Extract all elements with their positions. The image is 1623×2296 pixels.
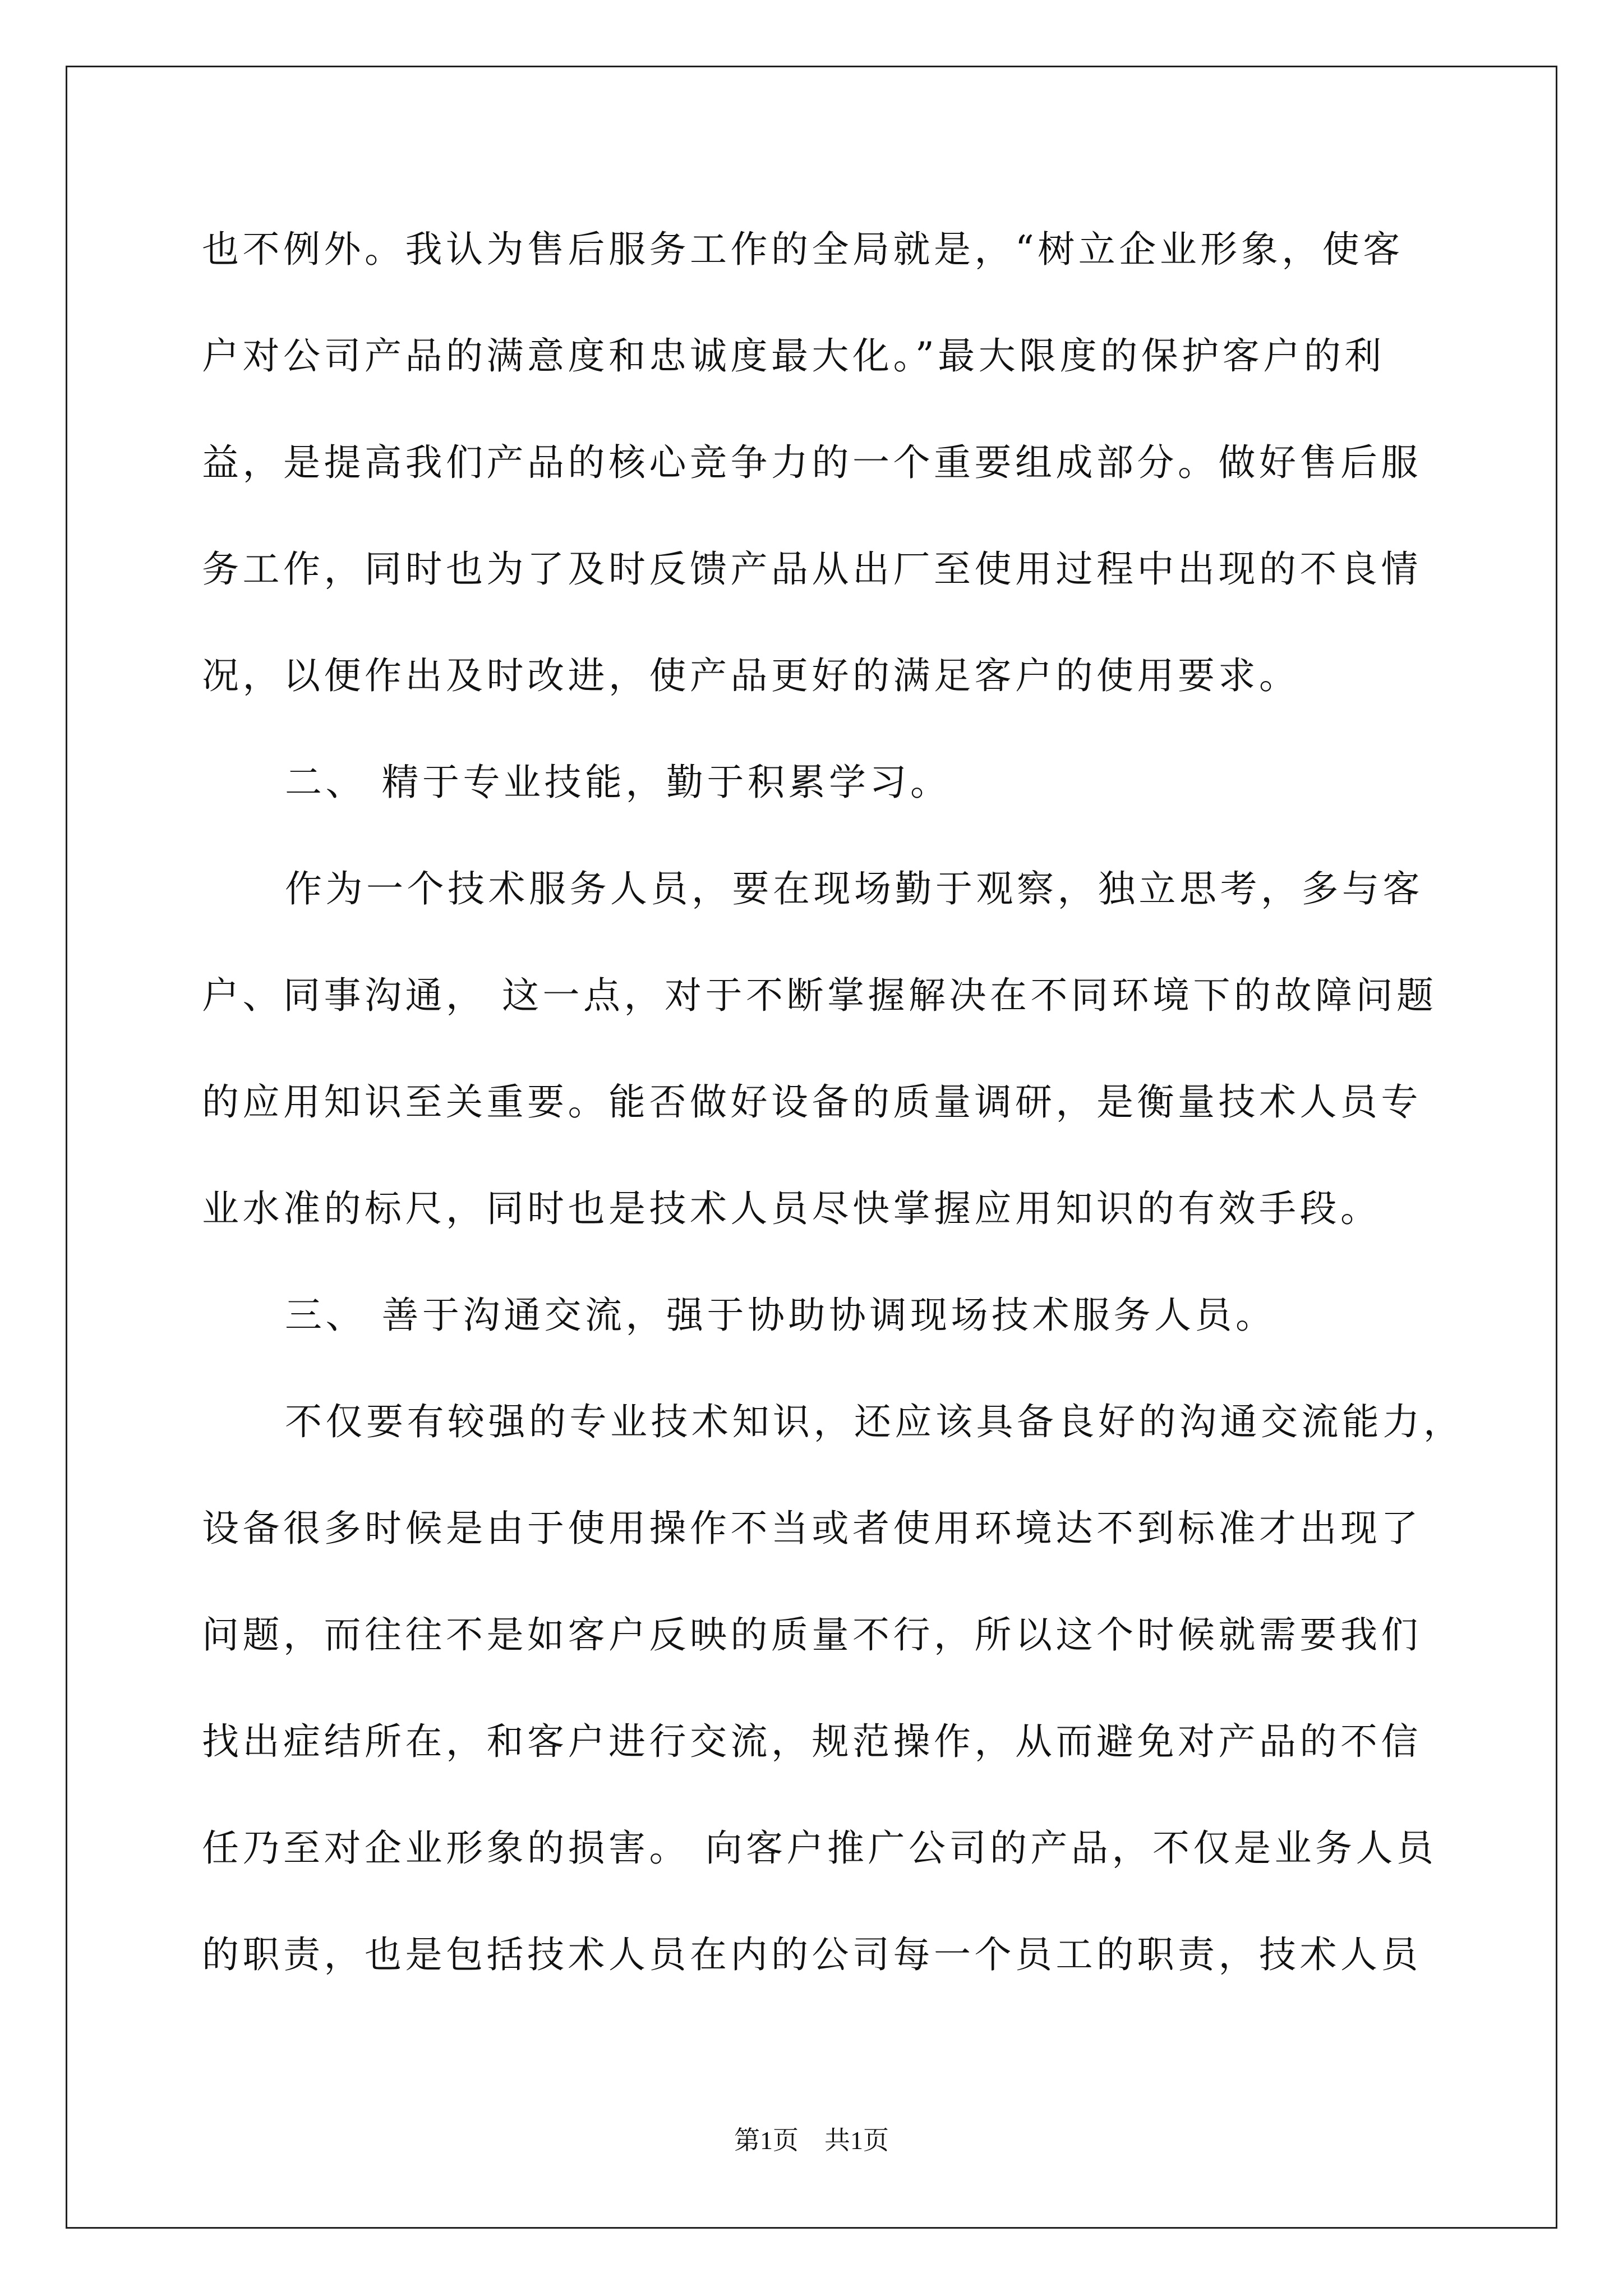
text-line: 任乃至对企业形象的损害。 向客户推广公司的产品，不仅是业务人员 bbox=[202, 1826, 1437, 1870]
page-number-footer: 第1页 共1页 bbox=[734, 2126, 889, 2155]
section-heading: 二、 精于专业技能，勤于积累学习。 bbox=[285, 761, 951, 804]
text-line: 户对公司产品的满意度和忠诚度最大化。”最大限度的保护客户的利 bbox=[202, 334, 1385, 378]
text-line: 益，是提高我们产品的核心竞争力的一个重要组成部分。做好售后服 bbox=[202, 441, 1422, 484]
text-line: 问题，而往往不是如客户反映的质量不行，所以这个时候就需要我们 bbox=[202, 1613, 1422, 1657]
text-line: 的应用知识至关重要。能否做好设备的质量调研，是衡量技术人员专 bbox=[202, 1080, 1422, 1124]
section-heading: 三、 善于沟通交流，强于协助协调现场技术服务人员。 bbox=[285, 1294, 1276, 1337]
text-line: 业水准的标尺，同时也是技术人员尽快掌握应用知识的有效手段。 bbox=[202, 1187, 1381, 1230]
text-line: 户、同事沟通， 这一点，对于不断掌握解决在不同环境下的故障问题 bbox=[202, 974, 1437, 1017]
text-line: 务工作，同时也为了及时反馈产品从出厂至使用过程中出现的不良情 bbox=[202, 547, 1422, 591]
text-line: 作为一个技术服务人员，要在现场勤于观察，独立思考，多与客 bbox=[285, 867, 1423, 910]
text-line: 的职责，也是包括技术人员在内的公司每一个员工的职责，技术人员 bbox=[202, 1933, 1422, 1976]
text-line: 设备很多时候是由于使用操作不当或者使用环境达不到标准才出现了 bbox=[202, 1507, 1422, 1550]
text-line: 也不例外。我认为售后服务工作的全局就是，“树立企业形象，使客 bbox=[202, 228, 1404, 271]
text-line: 不仅要有较强的专业技术知识，还应该具备良好的沟通交流能力， bbox=[285, 1400, 1464, 1443]
text-line: 况，以便作出及时改进，使产品更好的满足客户的使用要求。 bbox=[202, 654, 1300, 697]
text-line: 找出症结所在，和客户进行交流，规范操作，从而避免对产品的不信 bbox=[202, 1720, 1422, 1763]
document-body bbox=[202, 219, 1464, 2031]
